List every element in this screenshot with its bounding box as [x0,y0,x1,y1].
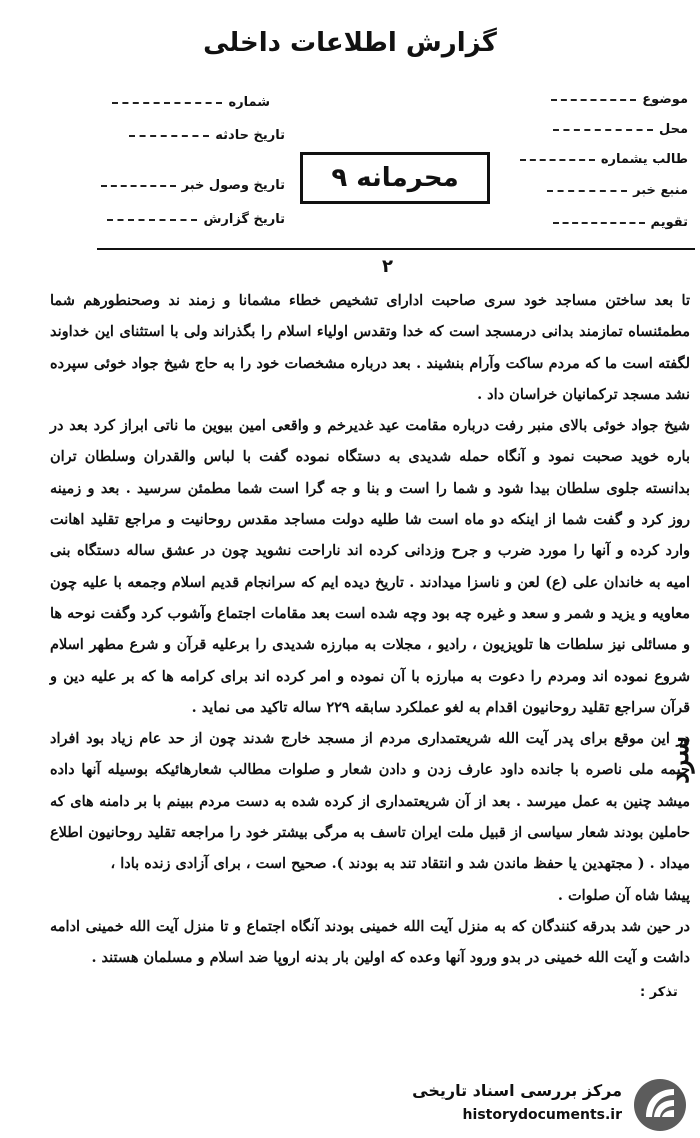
field-location-label: محل [658,122,688,137]
field-subject-line [551,99,636,101]
field-requester [520,152,688,167]
body-paragraph-2: شیخ جواد خوئی بالای منبر رفت درباره مقامت عید غدیرخم و واقعی امین بیوین ما ناتی ابراز کرد بعد در باره خوید صحبت نمود و آنگاه حمله شدیدی به دستگاه نموده گفت با لباس والقدران وسلطان تران بدانسته جلوی سلطان بیدا شود و شما را است و بنا و جه گرا است شما مطمئن سرسید . بعد و زمینه روز کرد و گفت شما از اینکه دو ماه است شا طلیه دولت مساجد مقدس روحانیت و مراجع تقلید اهانت وارد کرده و آنها را مورد ضرب و جرح وزدانی کرده اند ناراحت نشوید چون در عشق ساله دستگاه بنی امیه به خاندان علی (ع) لعن و ناسزا میدادند . تاریخ دیده ایم که سرانجام قدیم اسلام وجمعه با علیه چون معاویه و یزید و شمر و سعد و غیره چه بود وچه شده است بعد مقامات اجتماع وآشوب کرد وگفت نوحه ها و مسائلی نیز سلطات ها تلویزیون ، رادیو ، مجلات به مبارزه شدیدی را برعلیه قرآن و شرع مطهر اسلام شروع نموده اند ومردم را دعوت به مبارزه با آن نموده و امر کرده اند برای کرامه ها که بر علیه دین و قرآن سراجع تقلید روحانیون اقدام به لغو عملکرد سابقه ۲۲۹ ساله تاکید می نماید . [50,417,690,716]
body-paragraph-4: پیشا شاه آن صلوات . [557,886,690,904]
handwritten-margin-note [660,715,700,805]
body-paragraph-1: تا بعد ساختن مساجد خود سری صاحبت ادارای تشخیص خطاء مشمانا و زمند ند وصحنطورهم شما مطمئنساه تمازمند بدانی درمسجد است که خدا وتقدس اولیاء اسلام را بگذراند ولی با استثنای این خداوند لگفته است ما که مردم ساکت وآرام بنشیند . بعد درباره مشخصات خود را به حاج شیخ جواد خوئی سپرده نشد مسجد ترکمانیان خراسان داد . [50,292,690,403]
field-report-date-label: تاریخ گزارش [203,212,285,227]
field-news-receipt-date-line [101,185,176,187]
field-requester-line [520,159,595,161]
body-paragraph-5: در حین شد بدرقه کنندگان که به منزل آیت الله خمینی بودند آنگاه اجتماع و تا منزل آیت الله خمینی ادامه داشت و آیت الله خمینی در بدو ورود آنها وعده که اولین بار بدنه اروپا ضد اسلام و مسلمان هستند . [50,917,690,967]
body-paragraph-3: در این موقع برای پدر آیت الله شریعتمداری مردم از مسجد خارج شدند چون از حد عام زیاد بود افراد جیمه ملی ناصره با جانده داود عارف زدن و دادن شعار و صلوات مطالب شعارهائیکه بوسیله آنها داده میشد چنین به عمل میرسد . بعد از آن شریعتمداری از کرده شده به دست مردم ببینم با بر دامنه های که حاملین بودند شعار سیاسی از قبیل ملت ایران تاسف به مرگی بیشتر خود را مراجعه تقلید روحانیون اطلاع میداد . ( مجتهدین یا حفظ ماندن شد و انتقاد تند به بودند ). صحیح است ، برای آزادی زنده بادا ، [50,730,690,873]
archive-logo-icon [632,1077,688,1133]
field-location-line [553,129,653,131]
field-source-label: منبع خبر [633,183,688,198]
document-title: گزارش اطلاعات داخلی [203,28,497,58]
watermark-footer [412,1073,700,1138]
report-body [50,285,690,974]
field-number-label: شماره [228,95,270,110]
field-subject [551,92,688,107]
field-news-receipt-date [101,178,285,193]
field-report-date-line [107,219,197,221]
side-label: تذکر : [640,985,678,1000]
field-source-line [547,190,627,192]
field-requester-label: طالب یشماره [600,152,688,167]
field-number [112,95,270,110]
field-evaluation [553,215,688,230]
field-evaluation-label: تقویم [650,215,688,230]
field-news-receipt-date-label: تاریخ وصول خبر [181,178,285,193]
page-number: ٢ [382,256,393,277]
field-subject-label: موضوع [642,92,688,107]
field-evaluation-line [553,222,645,224]
field-source [547,183,688,198]
field-incident-date-label: تاریخ حادثه [215,128,285,143]
margin-note-text: سرد [665,736,695,784]
field-incident-date [129,128,285,143]
classification-stamp: محرمانه ٩ [300,152,490,204]
publisher-name: مرکز بررسی اسناد تاریخی [412,1081,622,1100]
field-number-line [112,102,222,104]
field-location [553,122,688,137]
field-incident-date-line [129,135,209,137]
header-divider [97,248,695,250]
publisher-website: historydocuments.ir [462,1107,622,1123]
field-report-date [107,212,285,227]
